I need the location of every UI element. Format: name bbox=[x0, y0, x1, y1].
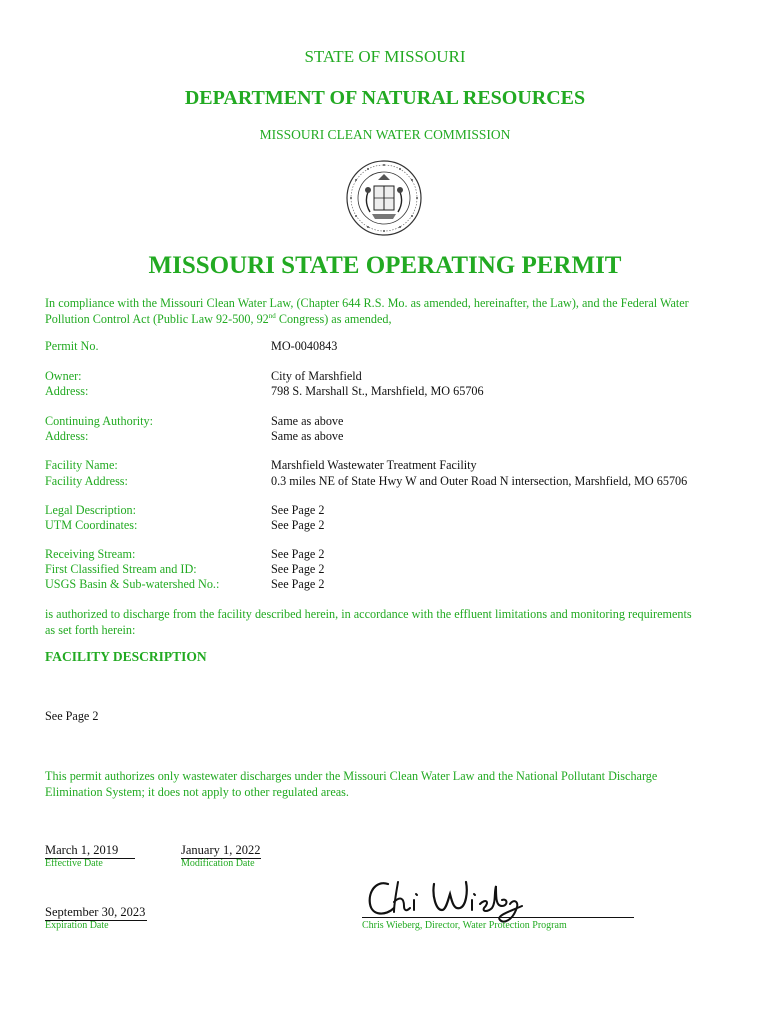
commission-heading: MISSOURI CLEAN WATER COMMISSION bbox=[259, 127, 511, 142]
signature-line bbox=[362, 917, 634, 918]
facility-address-value: 0.3 miles NE of State Hwy W and Outer Road N intersection, Marshfield, MO 65706 bbox=[271, 474, 688, 488]
effective-date: March 1, 2019 bbox=[45, 843, 135, 859]
legal-description-label: Legal Description: bbox=[45, 503, 137, 517]
authorization-line-2: as set forth herein: bbox=[45, 623, 136, 637]
facility-name-label: Facility Name: bbox=[45, 458, 118, 472]
facility-description-heading: FACILITY DESCRIPTION bbox=[45, 649, 207, 664]
permit-no-label: Permit No. bbox=[45, 339, 99, 353]
usgs-label: USGS Basin & Sub-watershed No.: bbox=[45, 577, 220, 591]
legal-description-value: See Page 2 bbox=[271, 503, 325, 517]
compliance-line-1: In compliance with the Missouri Clean Water Law, (Chapter 644 R.S. Mo. as amended, hereinafter, the Law), and the Federal Water bbox=[45, 296, 689, 310]
expiration-date: September 30, 2023 bbox=[45, 905, 146, 919]
facility-address-label: Facility Address: bbox=[45, 474, 128, 488]
utm-label: UTM Coordinates: bbox=[45, 518, 138, 532]
continuing-authority-label: Continuing Authority: bbox=[45, 414, 154, 428]
compliance-paragraph bbox=[45, 295, 735, 327]
receiving-stream-value: See Page 2 bbox=[271, 547, 325, 561]
usgs-value: See Page 2 bbox=[271, 577, 325, 591]
facility-description-text: See Page 2 bbox=[45, 709, 99, 723]
permit-title: MISSOURI STATE OPERATING PERMIT bbox=[148, 252, 622, 279]
owner-label: Owner: bbox=[45, 369, 82, 383]
first-classified-value: See Page 2 bbox=[271, 562, 325, 576]
authorization-paragraph bbox=[45, 606, 735, 638]
continuing-authority-value: Same as above bbox=[271, 414, 344, 428]
modification-date: January 1, 2022 bbox=[181, 843, 261, 857]
scope-line-1: This permit authorizes only wastewater discharges under the Missouri Clean Water Law and the National Pollutant Discharge bbox=[45, 769, 658, 783]
owner-address-label: Address: bbox=[45, 384, 89, 398]
receiving-stream-label: Receiving Stream: bbox=[45, 547, 136, 561]
missouri-state-seal-icon bbox=[344, 158, 424, 238]
signer-name-title: Chris Wieberg, Director, Water Protection Program bbox=[362, 920, 567, 931]
scope-paragraph bbox=[45, 768, 735, 800]
facility-name-value: Marshfield Wastewater Treatment Facility bbox=[271, 458, 477, 472]
modification-date-label: Modification Date bbox=[181, 858, 255, 869]
authorization-line-1: is authorized to discharge from the facility described herein, in accordance with the effluent limitations and monitoring requirements bbox=[45, 607, 692, 621]
scope-line-2: Elimination System; it does not apply to other regulated areas. bbox=[45, 785, 349, 799]
effective-date-label: Effective Date bbox=[45, 858, 103, 869]
department-heading: DEPARTMENT OF NATURAL RESOURCES bbox=[184, 87, 586, 109]
expiration-date-label: Expiration Date bbox=[45, 920, 109, 931]
compliance-line-2: Pollution Control Act (Public Law 92-500, 92nd Congress) as amended, bbox=[45, 311, 392, 326]
utm-value: See Page 2 bbox=[271, 518, 325, 532]
state-heading: STATE OF MISSOURI bbox=[304, 47, 466, 66]
first-classified-label: First Classified Stream and ID: bbox=[45, 562, 197, 576]
owner-address-value: 798 S. Marshall St., Marshfield, MO 65706 bbox=[271, 384, 484, 398]
ca-address-label: Address: bbox=[45, 429, 89, 443]
owner-value: City of Marshfield bbox=[271, 369, 362, 383]
ca-address-value: Same as above bbox=[271, 429, 344, 443]
permit-no-value: MO-0040843 bbox=[271, 339, 338, 353]
